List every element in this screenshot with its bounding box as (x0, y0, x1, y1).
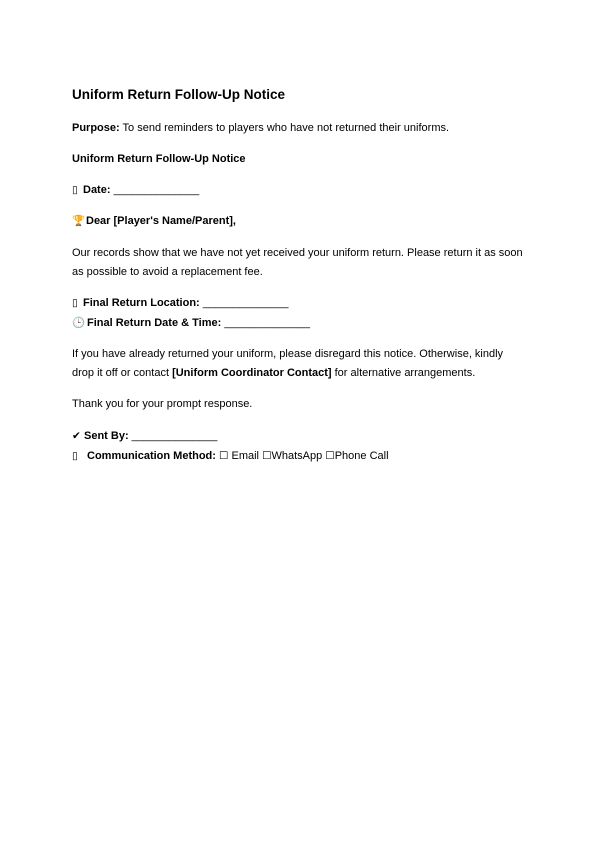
disregard-paragraph-line-2 (72, 367, 475, 380)
date-blank: ______________ (110, 184, 200, 196)
calendar-icon: ▯ (72, 184, 78, 196)
sent-by-label: Sent By: (84, 430, 129, 442)
return-date-blank: ______________ (221, 317, 310, 329)
sent-by-blank: ______________ (128, 430, 218, 442)
date-line (72, 184, 199, 197)
disregard-prefix: drop it off or contact (72, 367, 173, 379)
phone-icon: ▯ (72, 450, 78, 462)
body-paragraph-line-1: Our records show that we have not yet received your uniform return. Please return it as soon (72, 247, 523, 259)
trophy-icon: 🏆 (72, 215, 86, 227)
checkbox-email[interactable]: ☐ (219, 450, 229, 462)
clock-icon: 🕒 (72, 317, 86, 329)
date-label: Date: (83, 184, 111, 196)
option-email-label: Email (231, 450, 259, 462)
checkmark-icon: ✔ (72, 430, 81, 442)
option-whatsapp-label: WhatsApp (271, 450, 323, 462)
checkbox-whatsapp[interactable]: ☐ (262, 450, 272, 462)
purpose-line (72, 122, 449, 135)
option-phone-call-label: Phone Call (334, 450, 389, 462)
greeting-line (72, 215, 236, 228)
sent-by-line (72, 430, 217, 443)
body-paragraph-line-2: as possible to avoid a replacement fee. (72, 266, 263, 278)
coordinator-contact-placeholder: [Uniform Coordinator Contact] (172, 367, 332, 379)
purpose-text: To send reminders to players who have not returned their uniforms. (119, 122, 450, 134)
return-date-line (72, 317, 310, 330)
return-date-label: Final Return Date & Time: (87, 317, 222, 329)
location-line (72, 297, 288, 310)
purpose-label: Purpose: (72, 122, 120, 134)
location-label: Final Return Location: (83, 297, 200, 309)
location-pin-icon: ▯ (72, 297, 78, 309)
thanks-line: Thank you for your prompt response. (72, 398, 253, 410)
document-subtitle: Uniform Return Follow-Up Notice (72, 153, 246, 165)
disregard-paragraph-line-1: If you have already returned your uniform, please disregard this notice. Otherwise, kindly (72, 348, 504, 360)
location-blank: ______________ (199, 297, 289, 309)
disregard-suffix: for alternative arrangements. (331, 367, 476, 379)
checkbox-phone-call[interactable]: ☐ (325, 450, 335, 462)
greeting-text: Dear [Player's Name/Parent], (86, 215, 236, 227)
communication-line (72, 450, 389, 463)
communication-label: Communication Method: (87, 450, 216, 462)
document-title: Uniform Return Follow-Up Notice (72, 87, 285, 102)
